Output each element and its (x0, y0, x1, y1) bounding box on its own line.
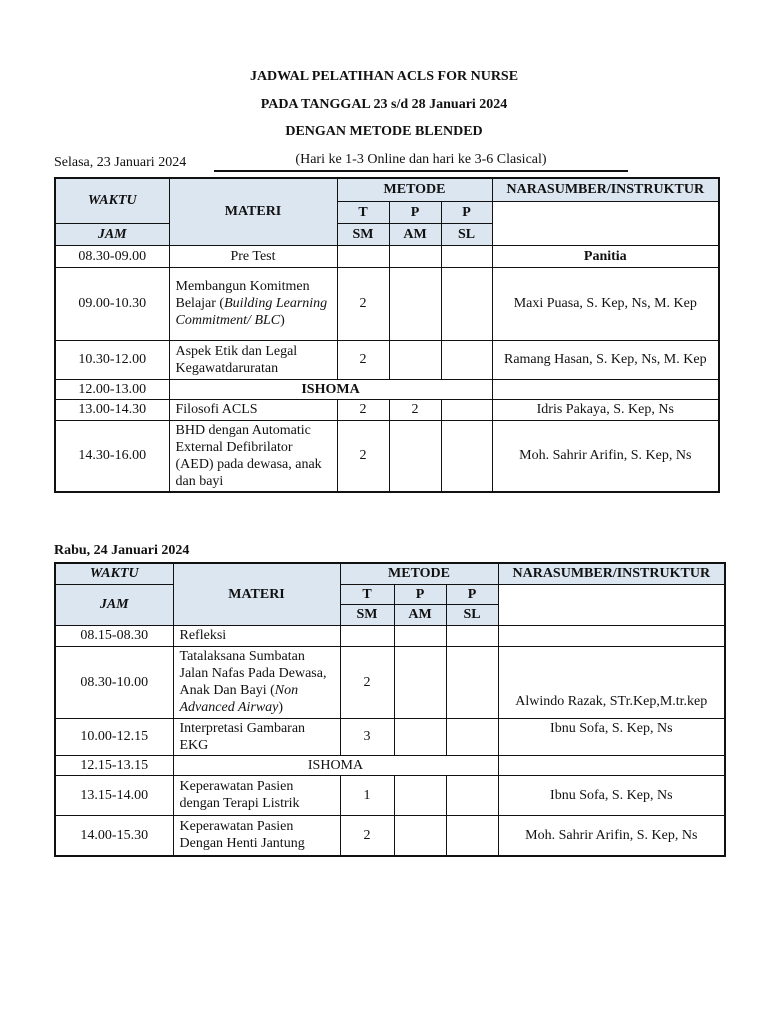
header-jam: JAM (55, 223, 169, 245)
row-sl (446, 646, 498, 718)
row-sl (446, 718, 498, 755)
row-jam: 12.15-13.15 (55, 755, 173, 775)
header-am: AM (389, 223, 441, 245)
row-jam: 12.00-13.00 (55, 379, 169, 399)
row-materi: BHD dengan Automatic External Defibrilator (AED) pada dewasa, anak dan bayi (169, 420, 337, 492)
materi-text: ) (280, 313, 285, 328)
row-narasumber: Ibnu Sofa, S. Kep, Ns (498, 718, 725, 755)
row-jam: 14.30-16.00 (55, 420, 169, 492)
row-jam: 08.15-08.30 (55, 625, 173, 646)
row-materi: Aspek Etik dan Legal Kegawatdaruratan (169, 340, 337, 379)
day2-label: Rabu, 24 Januari 2024 (54, 543, 190, 558)
row-materi: Pre Test (169, 245, 337, 267)
table-row (55, 379, 719, 399)
row-sm: 3 (340, 718, 394, 755)
row-sm: 2 (340, 815, 394, 856)
header-waktu: WAKTU (55, 563, 173, 584)
table-row (55, 420, 719, 492)
row-jam: 09.00-10.30 (55, 267, 169, 340)
schedule-title: JADWAL PELATIHAN ACLS FOR NURSE (249, 69, 519, 84)
row-materi (173, 646, 340, 718)
row-jam: 08.30-10.00 (55, 646, 173, 718)
row-ishoma: ISHOMA (173, 755, 498, 775)
header-materi: MATERI (169, 178, 337, 245)
row-materi: Filosofi ACLS (169, 399, 337, 420)
header-metode: METODE (340, 563, 498, 584)
row-narasumber (498, 625, 725, 646)
row-am (394, 646, 446, 718)
method-note: (Hari ke 1-3 Online dan hari ke 3-6 Clasical) (214, 152, 628, 172)
row-sl (446, 625, 498, 646)
schedule-method: DENGAN METODE BLENDED (285, 124, 483, 139)
table-row (55, 718, 725, 755)
row-materi: Keperawatan Pasien Dengan Henti Jantung (173, 815, 340, 856)
header-p: P (389, 201, 441, 223)
row-am (389, 340, 441, 379)
row-sm (337, 245, 389, 267)
row-jam: 10.00-12.15 (55, 718, 173, 755)
table-row (55, 399, 719, 420)
header-metode: METODE (337, 178, 492, 201)
row-sm (340, 625, 394, 646)
row-am (389, 245, 441, 267)
row-narasumber: Alwindo Razak, STr.Kep,M.tr.kep (498, 646, 725, 718)
header-p: P (441, 201, 492, 223)
materi-text: Tatalaksana Sumbatan Jalan Nafas Pada Dewasa, Anak Dan Bayi ( (179, 649, 327, 698)
row-narasumber: Moh. Sahrir Arifin, S. Kep, Ns (498, 815, 725, 856)
row-am (394, 815, 446, 856)
materi-text: Membangun Komitmen Belajar ( (175, 279, 310, 311)
day1-schedule-table (54, 177, 720, 493)
row-am (389, 267, 441, 340)
row-sl (441, 340, 492, 379)
row-am (394, 625, 446, 646)
header-jam: JAM (55, 584, 173, 625)
row-narasumber: Maxi Puasa, S. Kep, Ns, M. Kep (492, 267, 719, 340)
row-jam: 13.00-14.30 (55, 399, 169, 420)
row-jam: 08.30-09.00 (55, 245, 169, 267)
row-sm: 2 (340, 646, 394, 718)
row-ishoma: ISHOMA (169, 379, 492, 399)
table-row (55, 755, 725, 775)
row-narasumber: Moh. Sahrir Arifin, S. Kep, Ns (492, 420, 719, 492)
schedule-date-range: PADA TANGGAL 23 s/d 28 Januari 2024 (260, 97, 508, 112)
row-narasumber: Ramang Hasan, S. Kep, Ns, M. Kep (492, 340, 719, 379)
materi-text: ) (278, 700, 284, 715)
header-materi: MATERI (173, 563, 340, 625)
row-am: 2 (389, 399, 441, 420)
header-sl: SL (446, 604, 498, 625)
table-row (55, 775, 725, 815)
row-materi: Interpretasi Gambaran EKG (173, 718, 340, 755)
header-p: P (394, 584, 446, 604)
row-materi: Keperawatan Pasien dengan Terapi Listrik (173, 775, 340, 815)
header-sm: SM (337, 223, 389, 245)
row-sl (446, 775, 498, 815)
row-sm: 2 (337, 267, 389, 340)
row-am (394, 775, 446, 815)
row-materi: Refleksi (173, 625, 340, 646)
table-row (55, 625, 725, 646)
row-sm: 2 (337, 420, 389, 492)
row-narasumber: Panitia (492, 245, 719, 267)
table-row (55, 815, 725, 856)
header-am: AM (394, 604, 446, 625)
row-sl (446, 815, 498, 856)
row-jam: 14.00-15.30 (55, 815, 173, 856)
row-am (389, 420, 441, 492)
materi-italic: Building Learning Commitment/ BLC (175, 296, 328, 328)
row-narasumber: Ibnu Sofa, S. Kep, Ns (498, 775, 725, 815)
header-sl: SL (441, 223, 492, 245)
materi-italic: Non Advanced Airway (179, 683, 299, 715)
header-t: T (337, 201, 389, 223)
row-materi (169, 267, 337, 340)
row-sl (441, 267, 492, 340)
row-jam: 13.15-14.00 (55, 775, 173, 815)
header-blank (492, 201, 719, 245)
header-narasumber: NARASUMBER/INSTRUKTUR (492, 178, 719, 201)
table-row (55, 646, 725, 718)
table-row (55, 245, 719, 267)
table-row (55, 267, 719, 340)
header-narasumber: NARASUMBER/INSTRUKTUR (498, 563, 725, 584)
row-am (394, 718, 446, 755)
header-waktu: WAKTU (55, 178, 169, 223)
row-sm: 2 (337, 340, 389, 379)
day1-label: Selasa, 23 Januari 2024 (54, 155, 187, 170)
row-narasumber (492, 379, 719, 399)
row-sl (441, 245, 492, 267)
row-sm: 2 (337, 399, 389, 420)
row-narasumber (498, 755, 725, 775)
table-row (55, 340, 719, 379)
row-sl (441, 420, 492, 492)
header-t: T (340, 584, 394, 604)
row-jam: 10.30-12.00 (55, 340, 169, 379)
row-sm: 1 (340, 775, 394, 815)
day2-schedule-table (54, 562, 726, 857)
row-sl (441, 399, 492, 420)
header-blank (498, 584, 725, 625)
row-narasumber: Idris Pakaya, S. Kep, Ns (492, 399, 719, 420)
header-p: P (446, 584, 498, 604)
header-sm: SM (340, 604, 394, 625)
